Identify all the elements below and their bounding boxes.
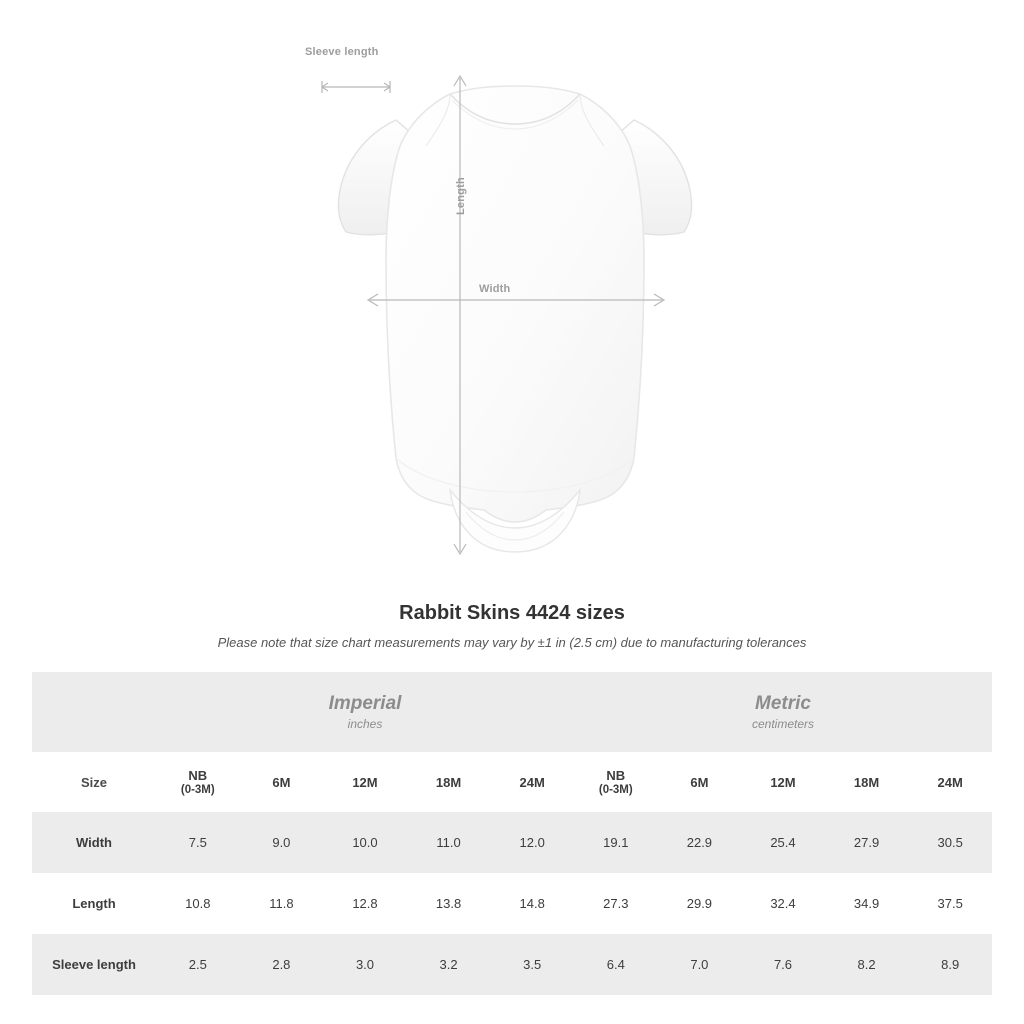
cell-length-7: 32.4 — [741, 873, 825, 934]
header-col-0-label: NB — [188, 768, 208, 783]
garment-image — [300, 60, 730, 560]
header-col-5 — [574, 752, 658, 812]
header-size-label: Size — [32, 752, 156, 812]
cell-length-2: 12.8 — [323, 873, 407, 934]
header-col-0 — [156, 752, 240, 812]
row-label-width: Width — [32, 812, 156, 873]
group-metric-unit: centimeters — [751, 717, 815, 732]
header-col-5-sub: (0-3M) — [598, 784, 633, 796]
table-row — [32, 812, 992, 873]
page-title: Rabbit Skins 4424 sizes — [399, 602, 625, 624]
group-header-metric — [574, 672, 992, 752]
cell-length-9: 37.5 — [908, 873, 992, 934]
cell-sleeve-1: 2.8 — [240, 934, 324, 995]
cell-width-8: 27.9 — [825, 812, 909, 873]
cell-length-4: 14.8 — [490, 873, 574, 934]
table-row — [32, 873, 992, 934]
cell-length-1: 11.8 — [240, 873, 324, 934]
header-col-9: 24M — [908, 752, 992, 812]
table-row — [32, 934, 992, 995]
row-label-sleeve-length: Sleeve length — [32, 934, 156, 995]
cell-width-9: 30.5 — [908, 812, 992, 873]
size-chart-table-wrap — [32, 672, 992, 995]
title-block — [0, 602, 1024, 650]
cell-sleeve-4: 3.5 — [490, 934, 574, 995]
unit-group-header-row — [32, 672, 992, 752]
cell-width-6: 22.9 — [658, 812, 742, 873]
header-col-6: 6M — [658, 752, 742, 812]
cell-sleeve-3: 3.2 — [407, 934, 491, 995]
sleeve-length-annotation: Sleeve length — [305, 46, 379, 58]
column-header-row — [32, 752, 992, 812]
cell-length-8: 34.9 — [825, 873, 909, 934]
tolerance-note: Please note that size chart measurements may vary by ±1 in (2.5 cm) due to manufacturing tolerances — [217, 635, 807, 650]
cell-width-0: 7.5 — [156, 812, 240, 873]
cell-width-4: 12.0 — [490, 812, 574, 873]
group-header-corner — [32, 672, 156, 752]
width-annotation: Width — [479, 283, 511, 295]
bodysuit-svg — [300, 60, 730, 560]
length-annotation: Length — [455, 177, 467, 215]
cell-width-3: 11.0 — [407, 812, 491, 873]
header-col-3: 18M — [407, 752, 491, 812]
cell-width-5: 19.1 — [574, 812, 658, 873]
cell-sleeve-8: 8.2 — [825, 934, 909, 995]
header-col-0-sub: (0-3M) — [180, 784, 215, 796]
cell-sleeve-7: 7.6 — [741, 934, 825, 995]
header-col-8: 18M — [825, 752, 909, 812]
row-label-length: Length — [32, 873, 156, 934]
header-col-4: 24M — [490, 752, 574, 812]
cell-sleeve-0: 2.5 — [156, 934, 240, 995]
cell-sleeve-6: 7.0 — [658, 934, 742, 995]
cell-length-5: 27.3 — [574, 873, 658, 934]
cell-width-7: 25.4 — [741, 812, 825, 873]
header-col-1: 6M — [240, 752, 324, 812]
group-imperial-name: Imperial — [328, 692, 402, 714]
group-imperial-unit: inches — [347, 717, 383, 732]
cell-sleeve-2: 3.0 — [323, 934, 407, 995]
cell-width-1: 9.0 — [240, 812, 324, 873]
group-header-imperial — [156, 672, 574, 752]
header-col-5-label: NB — [606, 768, 626, 783]
header-col-2: 12M — [323, 752, 407, 812]
cell-length-6: 29.9 — [658, 873, 742, 934]
cell-sleeve-5: 6.4 — [574, 934, 658, 995]
cell-sleeve-9: 8.9 — [908, 934, 992, 995]
group-metric-name: Metric — [755, 692, 811, 714]
size-chart-table — [32, 672, 992, 995]
cell-width-2: 10.0 — [323, 812, 407, 873]
header-col-7: 12M — [741, 752, 825, 812]
cell-length-3: 13.8 — [407, 873, 491, 934]
cell-length-0: 10.8 — [156, 873, 240, 934]
